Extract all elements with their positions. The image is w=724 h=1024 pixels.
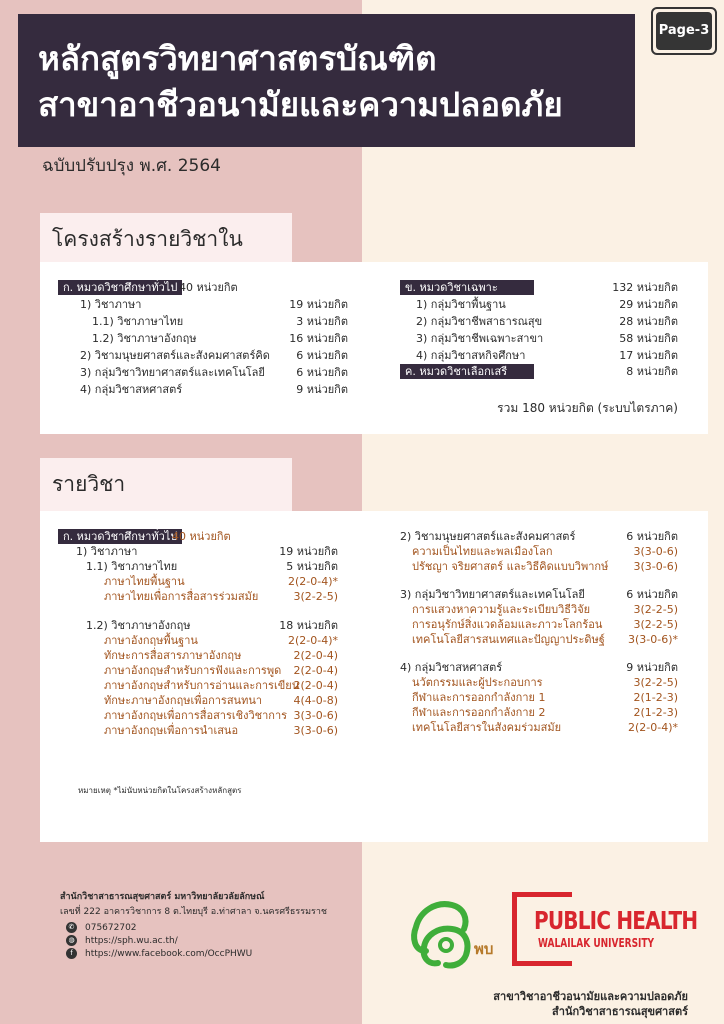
course-group-label: 3) กลุ่มวิชาวิทยาศาสตร์และเทคโนโลยี (400, 588, 585, 601)
specific-item-value: 17 หน่วยกิต (619, 349, 678, 362)
course-name: ทักษะการสื่อสารภาษาอังกฤษ (104, 649, 242, 662)
general-item-value: 6 หน่วยกิต (296, 349, 348, 362)
wu-public-health-logo (408, 893, 504, 973)
courses-section-title: รายวิชา (40, 458, 292, 511)
general-heading-value: 40 หน่วยกิต (179, 281, 238, 294)
course-name: ภาษาอังกฤษเพื่อการสื่อสารเชิงวิชาการ (104, 709, 288, 722)
course-name: ทักษะภาษาอังกฤษเพื่อการสนทนา (104, 694, 263, 707)
course-name: กีฬาและการออกกำลังกาย 1 (412, 691, 546, 704)
general-item-value: 16 หน่วยกิต (289, 332, 348, 345)
course-name: ภาษาอังกฤษเพื่อการนำเสนอ (104, 724, 239, 737)
course-credit: 3(3-0-6) (293, 709, 338, 722)
general-item-label: 2) วิชามนุษยศาสตร์และสังคมศาสตร์คิด (80, 349, 270, 362)
logo-wu-text: พบ (474, 940, 494, 958)
course-group-value: 9 หน่วยกิต (626, 661, 678, 674)
specific-item-value: 58 หน่วยกิต (619, 332, 678, 345)
globe-icon: ◍ (66, 935, 77, 946)
title-line-2: สาขาอาชีวอนามัยและความปลอดภัย (38, 85, 563, 124)
course-credit: 3(2-2-5) (633, 676, 678, 689)
course-name: ภาษาไทยเพื่อการสื่อสารร่วมสมัย (104, 590, 259, 603)
public-health-walailak-logo (512, 892, 698, 966)
structure-section-title: โครงสร้างรายวิชาใน (40, 213, 292, 299)
footer-address: เลขที่ 222 อาคารวิชาการ 8 ต.ไทยบุรี อ.ท่าศาลา จ.นครศรีธรรมราช (60, 907, 328, 917)
phone-icon: ✆ (66, 922, 77, 933)
course-credit: 3(3-0-6) (293, 724, 338, 737)
course-credit: 3(2-2-5) (293, 590, 338, 603)
general-item-label: 1.2) วิชาภาษาอังกฤษ (92, 332, 197, 345)
course-name: ภาษาไทยพื้นฐาน (104, 575, 185, 588)
course-credit: 2(2-0-4)* (287, 634, 338, 647)
general-item-label: 4) กลุ่มวิชาสหศาสตร์ (80, 383, 183, 396)
course-group-label: 2) วิชามนุษยศาสตร์และสังคมศาสตร์ (400, 530, 576, 543)
footnote: หมายเหตุ *ไม่นับหน่วยกิตในโครงสร้างหลักสูตร (78, 786, 242, 795)
course-credit: 3(3-0-6)* (627, 633, 678, 646)
title-line-1: หลักสูตรวิทยาศาสตรบัณฑิต (38, 39, 437, 78)
footer-school-name: สำนักวิชาสาธารณสุขศาสตร์ (552, 1005, 688, 1018)
logo-subtitle: WALAILAK UNIVERSITY (538, 936, 655, 950)
footer-dept-name: สาขาวิชาอาชีวอนามัยและความปลอดภัย (493, 990, 688, 1003)
course-name: นวัตกรรมและผู้ประกอบการ (412, 676, 543, 689)
free-elective-heading: ค. หมวดวิชาเลือกเสรี (400, 364, 534, 379)
course-name: การแสวงหาความรู้และระเบียบวิธีวิจัย (412, 603, 591, 616)
course-name: การอนุรักษ์สิ่งแวดล้อมและภาวะโลกร้อน (412, 618, 603, 631)
courses-panel (40, 511, 708, 842)
course-name: ภาษาอังกฤษสำหรับการฟังและการพูด (104, 664, 282, 677)
specific-item-label: 1) กลุ่มวิชาพื้นฐาน (416, 298, 506, 311)
general-heading: ก. หมวดวิชาศึกษาทั่วไป (58, 280, 182, 295)
course-credit: 3(3-0-6) (633, 560, 678, 573)
general-item-value: 6 หน่วยกิต (296, 366, 348, 379)
specific-heading-value: 132 หน่วยกิต (612, 281, 678, 294)
specific-heading: ข. หมวดวิชาเฉพาะ (400, 280, 534, 295)
total-credits: รวม 180 หน่วยกิต (ระบบไตรภาค) (497, 401, 678, 415)
general-item-label: 1) วิชาภาษา (80, 298, 142, 311)
page-badge-label: Page-3 (656, 12, 712, 50)
course-credit: 3(3-0-6) (633, 545, 678, 558)
footer-org-name: สำนักวิชาสาธารณสุขศาสตร์ มหาวิทยาลัยวลัยลักษณ์ (60, 892, 265, 902)
course-group-value: 19 หน่วยกิต (279, 545, 338, 558)
specific-item-value: 29 หน่วยกิต (619, 298, 678, 311)
course-name: ภาษาอังกฤษสำหรับการอ่านและการเขียน (104, 679, 300, 692)
specific-item-label: 4) กลุ่มวิชาสหกิจศึกษา (416, 349, 526, 362)
course-subgroup-label: 1.1) วิชาภาษาไทย (86, 560, 178, 573)
course-group-value: 6 หน่วยกิต (626, 530, 678, 543)
contact-facebook[interactable] (66, 948, 252, 959)
general-item-value: 3 หน่วยกิต (296, 315, 348, 328)
structure-panel (40, 262, 708, 434)
course-group-label: 4) กลุ่มวิชาสหศาสตร์ (400, 661, 503, 674)
general-item-value: 9 หน่วยกิต (296, 383, 348, 396)
specific-item-value: 28 หน่วยกิต (619, 315, 678, 328)
course-subgroup-value: 18 หน่วยกิต (279, 619, 338, 632)
phone-number: 075672702 (85, 922, 137, 933)
general-item-value: 19 หน่วยกิต (289, 298, 348, 311)
course-name: ความเป็นไทยและพลเมืองโลก (412, 545, 553, 558)
course-subgroup-label: 1.2) วิชาภาษาอังกฤษ (86, 619, 191, 632)
subtitle: ฉบับปรับปรุง พ.ศ. 2564 (42, 156, 221, 176)
course-name: ภาษาอังกฤษพื้นฐาน (104, 634, 198, 647)
course-name: ปรัชญา จริยศาสตร์ และวิธีคิดแบบวิพากษ์ (412, 560, 609, 573)
course-credit: 2(1-2-3) (633, 706, 678, 719)
course-credit: 2(2-0-4) (293, 679, 338, 692)
course-credit: 2(2-0-4)* (627, 721, 678, 734)
course-name: เทคโนโลยีสารในสังคมร่วมสมัย (412, 721, 562, 734)
course-credit: 3(2-2-5) (633, 603, 678, 616)
page-badge (651, 7, 717, 55)
facebook-link[interactable]: https://www.facebook.com/OccPHWU (85, 948, 253, 959)
courses-general-value: 40 หน่วยกิต (172, 530, 231, 543)
course-group-value: 6 หน่วยกิต (626, 588, 678, 601)
course-name: กีฬาและการออกกำลังกาย 2 (412, 706, 546, 719)
title-banner (18, 14, 635, 147)
contact-phone (66, 922, 137, 933)
course-credit: 3(2-2-5) (633, 618, 678, 631)
course-credit: 2(1-2-3) (633, 691, 678, 704)
facebook-icon: f (66, 948, 77, 959)
course-credit: 2(2-0-4) (293, 664, 338, 677)
courses-general-heading: ก. หมวดวิชาศึกษาทั่วไป (58, 529, 182, 544)
course-name: เทคโนโลยีสารสนเทศและปัญญาประดิษฐ์ (412, 633, 605, 646)
course-credit: 2(2-0-4)* (287, 575, 338, 588)
specific-item-label: 2) กลุ่มวิชาชีพสาธารณสุข (416, 315, 543, 328)
general-item-label: 1.1) วิชาภาษาไทย (92, 315, 184, 328)
specific-item-label: 3) กลุ่มวิชาชีพเฉพาะสาขา (416, 332, 544, 345)
general-item-label: 3) กลุ่มวิชาวิทยาศาสตร์และเทคโนโลยี (80, 366, 265, 379)
contact-website[interactable] (66, 935, 178, 946)
website-link[interactable]: https://sph.wu.ac.th/ (85, 935, 178, 946)
free-elective-value: 8 หน่วยกิต (626, 365, 678, 378)
course-group-label: 1) วิชาภาษา (76, 545, 138, 558)
course-subgroup-value: 5 หน่วยกิต (286, 560, 338, 573)
course-credit: 4(4-0-8) (293, 694, 338, 707)
logo-title: PUBLIC HEALTH (534, 906, 698, 935)
logo-mark-icon (408, 893, 504, 973)
course-credit: 2(2-0-4) (293, 649, 338, 662)
